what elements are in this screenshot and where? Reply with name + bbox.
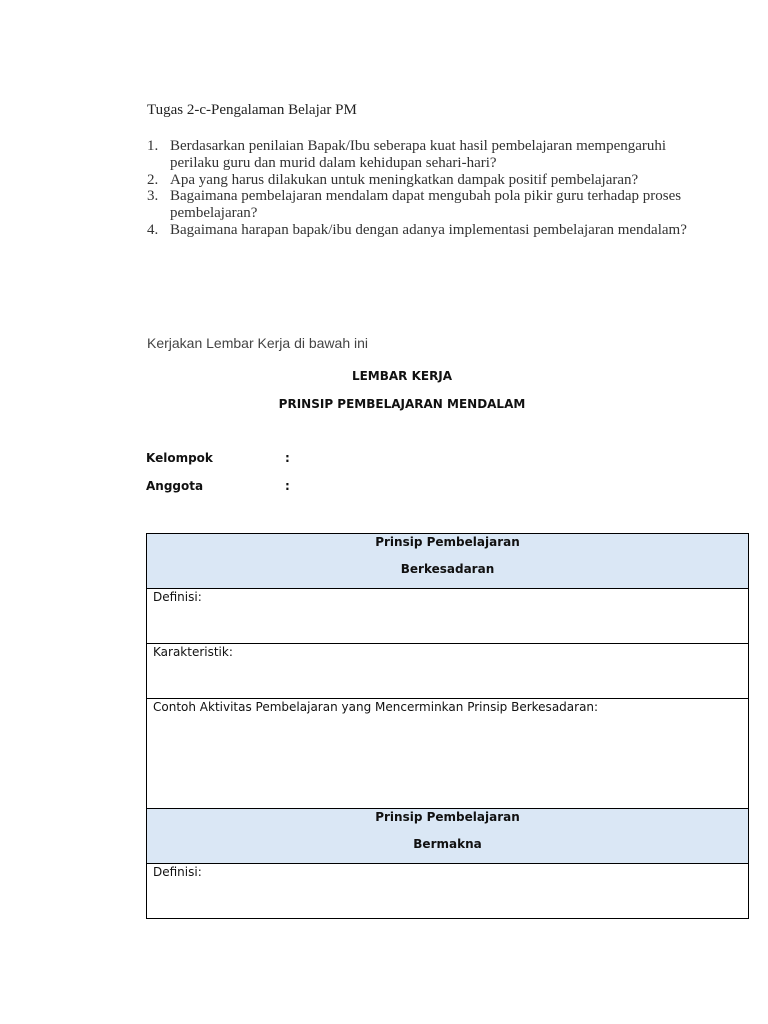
section-header-line2: Bermakna [413, 837, 482, 851]
karakteristik-label: Karakteristik: [153, 645, 233, 659]
question-list [147, 138, 687, 239]
table-row [147, 589, 749, 644]
table-row [147, 699, 749, 809]
question-number: 1. [147, 138, 159, 154]
anggota-colon: : [285, 479, 290, 493]
table-row [147, 864, 749, 919]
definisi-cell[interactable] [147, 589, 749, 644]
worksheet-subtitle: PRINSIP PEMBELAJARAN MENDALAM [278, 397, 526, 411]
question-item [147, 222, 687, 239]
table-row [147, 644, 749, 699]
instruction-text: Kerjakan Lembar Kerja di bawah ini [147, 335, 369, 351]
question-number: 2. [147, 171, 159, 188]
section-header-line1: Prinsip Pembelajaran [375, 535, 520, 549]
question-text: Bagaimana harapan bapak/ibu dengan adanya implementasi pembelajaran mendalam? [170, 221, 687, 238]
definisi-label: Definisi: [153, 865, 202, 879]
kelompok-colon: : [285, 451, 290, 465]
section-header-berkesadaran [147, 534, 749, 589]
section-header-bermakna [147, 809, 749, 864]
worksheet-title: LEMBAR KERJA [351, 369, 453, 383]
worksheet-table [146, 533, 749, 919]
kelompok-label: Kelompok [146, 451, 213, 465]
karakteristik-cell[interactable] [147, 644, 749, 699]
question-item [147, 138, 687, 172]
question-number: 3. [147, 188, 159, 205]
question-text: Berdasarkan penilaian Bapak/Ibu seberapa kuat hasil pembelajaran mempengaruhi perilaku guru dan murid dalam kehidupan sehari-hari? [170, 138, 667, 171]
section-header-line2: Berkesadaran [400, 562, 495, 576]
question-number: 4. [147, 221, 159, 238]
table-row [147, 809, 749, 864]
anggota-label: Anggota [146, 479, 204, 493]
section-header-line1: Prinsip Pembelajaran [375, 810, 520, 824]
contoh-aktivitas-cell[interactable] [147, 699, 749, 809]
document-title: Tugas 2-c-Pengalaman Belajar PM [147, 102, 357, 118]
definisi-label: Definisi: [153, 590, 202, 604]
question-item [147, 172, 687, 189]
question-text: Apa yang harus dilakukan untuk meningkatkan dampak positif pembelajaran? [170, 171, 639, 188]
contoh-aktivitas-label: Contoh Aktivitas Pembelajaran yang Mencerminkan Prinsip Berkesadaran: [153, 700, 599, 714]
question-item [147, 188, 687, 222]
definisi-cell[interactable] [147, 864, 749, 919]
table-row [147, 534, 749, 589]
question-text: Bagaimana pembelajaran mendalam dapat mengubah pola pikir guru terhadap proses pembelajaran? [170, 188, 682, 222]
